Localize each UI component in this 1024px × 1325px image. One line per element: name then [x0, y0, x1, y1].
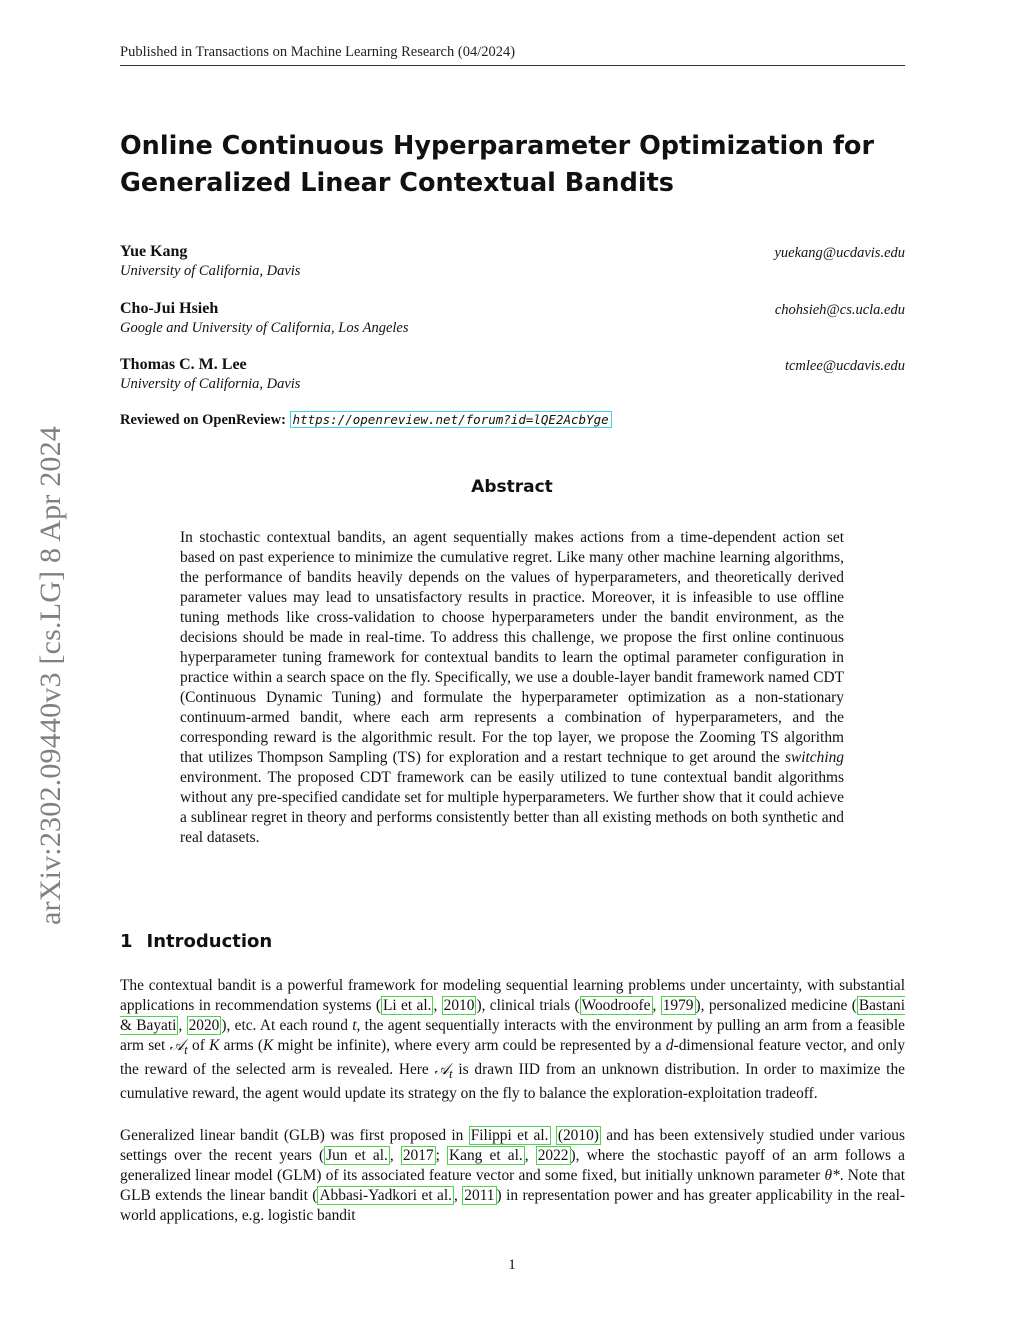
text-run: ), personalized medicine ( — [695, 997, 857, 1014]
math-subscript: t — [184, 1043, 188, 1058]
text-run: ), clinical trials ( — [476, 997, 580, 1014]
math-subscript: t — [449, 1067, 453, 1082]
intro-paragraph-2: Generalized linear bandit (GLB) was first proposed in Filippi et al. (2010) and has been extensively studied under various settings over the recent years ( Jun et al. , 2017 ; Kang et al. , 2022 ), where the stochastic payoff of an arm follows a generalized linear model (GLM) of its associated feature vector and some fixed, but initially unknown parameter θ*. Note that GLB extends the linear bandit ( Abbasi-Yadkori et al. , 2011 ) in representation power and has greater applicability in the real-world applications, e.g. logistic bandit — [120, 1127, 906, 1224]
intro-paragraph-1: The contextual bandit is a powerful framework for modeling sequential learning problems under uncertainty, with substantial applications in recommendation systems ( Li et al. , 2010 ), clinical trials ( Woodroofe , 1979 ), personalized medicine ( Bastani & Bayati , 2020 ), etc. At each round t, the agent sequentially interacts with the environment by pulling an arm from a feasible arm set 𝒜$_t$ of K arms (K might be infinite), where every arm could be represented by a d-dimensional feature vector, and only the reward of the selected arm is revealed. Here 𝒜$_t$ is drawn IID from an unknown distribution. In order to maximize the cumulative reward, the agent would update its strategy on the fly to balance the exploration-exploitation tradeoff. — [120, 977, 906, 1103]
text-run: Generalized linear bandit (GLB) was first proposed in — [120, 1127, 464, 1144]
citation-link[interactable]: Woodroofe — [581, 997, 651, 1014]
abstract-emphasis: switching — [785, 749, 844, 766]
paper-title: Online Continuous Hyperparameter Optimization for Generalized Linear Contextual Bandits — [120, 131, 875, 198]
abstract-part: environment. The proposed CDT framework can be easily utilized to tune contextual bandit algorithms without any pre-specified candidate set for multiple hyperparameters. We further show that it could achieve a sublinear regret in theory and performs consistently better than all existing methods on both synthetic and real datasets. — [180, 769, 844, 846]
abstract-part: In stochastic contextual bandits, an agent sequentially makes actions from a time-dependent action set based on past experience to minimize the cumulative regret. Like many other machine learning algorithms, the performance of bandits heavily depends on the values of hyperparameters, and theoretically derived parameter values may lead to unsatisfactory results in practice. Moreover, it is infeasible to use offline tuning methods like cross-validation to choose hyperparameters under the bandit environment, as the decisions should be made in real-time. To address this challenge, we propose the first online continuous hyperparameter tuning framework for contextual bandits to learn the optimal parameter configuration in practice within a search space on the fly. Specifically, we use a double-layer bandit framework named CDT (Continuous Dynamic Tuning) and formulate the hyperparameter optimization as a non-stationary continuum-armed bandit, where each arm represents a combination of hyperparameters, and the corresponding reward is the algorithmic result. For the top layer, we propose the Zooming TS algorithm that utilizes Thompson Sampling (TS) for exploration and a restart technique to get around the — [180, 529, 844, 766]
review-line — [120, 412, 612, 429]
citation-link[interactable]: 2022 — [537, 1147, 569, 1164]
section-heading — [120, 931, 272, 952]
abstract-heading: Abstract — [471, 477, 553, 497]
text-run: ) in representation power and has greater applicability in the real-world applications, e.g. logistic bandit — [120, 1187, 905, 1224]
citation-link[interactable]: (2010) — [557, 1127, 599, 1144]
text-run: The contextual bandit is a powerful framework for modeling sequential learning problems under uncertainty, with substantial applications in recommendation systems ( — [120, 977, 905, 1014]
text-run: . Note that GLB extends the linear bandit ( — [120, 1167, 905, 1204]
author-block — [120, 300, 905, 337]
text-run: might be infinite), where every arm could be represented by a — [277, 1037, 662, 1054]
page-number: 1 — [508, 1257, 516, 1273]
author-affiliation: Google and University of California, Los Angeles — [120, 320, 409, 336]
text-run: is drawn IID from an unknown distribution. In order to maximize the cumulative reward, the agent would update its strategy on the fly to balance the exploration-exploitation tradeoff. — [120, 1061, 905, 1103]
author-affiliation: University of California, Davis — [120, 263, 301, 279]
section-number: 1 — [120, 931, 133, 952]
math-symbol: θ* — [824, 1167, 840, 1184]
section-title: Introduction — [146, 931, 273, 952]
author-email[interactable]: yuekang@ucdavis.edu — [774, 245, 905, 261]
author-block — [120, 356, 905, 393]
citation-link[interactable]: Kang et al. — [449, 1147, 523, 1164]
abstract-text — [180, 528, 844, 848]
text-run: , the agent sequentially interacts with the environment by pulling an arm from a feasible arm set — [120, 1017, 905, 1054]
text-run: and has been extensively studied under various settings over the recent years ( — [120, 1127, 905, 1164]
citation-link[interactable]: 2020 — [188, 1017, 220, 1034]
citation-link[interactable]: Filippi et al. — [470, 1127, 549, 1144]
citation-link[interactable]: Li et al. — [383, 997, 432, 1014]
author-affiliation: University of California, Davis — [120, 376, 301, 392]
author-name: Cho-Jui Hsieh — [120, 300, 219, 317]
math-symbol: t — [352, 1017, 357, 1034]
reviewed-label: Reviewed on OpenReview: — [120, 412, 286, 428]
math-symbol: 𝒜 — [434, 1061, 450, 1079]
running-header: Published in Transactions on Machine Learning Research (04/2024) — [120, 44, 516, 60]
arxiv-stamp: arXiv:2302.09440v3 [cs.LG] 8 Apr 2024 — [34, 425, 67, 925]
author-email[interactable]: tcmlee@ucdavis.edu — [784, 358, 905, 374]
text-run: arms ( — [223, 1037, 263, 1054]
citation-link[interactable]: 1979 — [662, 997, 694, 1014]
math-symbol: K — [209, 1037, 220, 1054]
math-symbol: d — [665, 1037, 674, 1054]
openreview-link[interactable]: https://openreview.net/forum?id=lQE2AcbYge — [290, 411, 612, 428]
math-symbol: K — [262, 1037, 274, 1054]
text-run: ), where the stochastic payoff of an arm follows a generalized linear model (GLM) of its associated feature vector and some fixed, but initially unknown parameter — [120, 1147, 906, 1184]
text-run: ), etc. At each round — [221, 1017, 348, 1034]
citation-link[interactable]: Jun et al. — [326, 1147, 388, 1164]
citation-link[interactable]: Abbasi-Yadkori et al. — [319, 1187, 452, 1204]
text-run: -dimensional feature vector, and only the reward of the selected arm is revealed. Here — [120, 1037, 906, 1079]
author-block — [120, 243, 905, 280]
author-name: Yue Kang — [120, 243, 188, 260]
author-name: Thomas C. M. Lee — [120, 356, 247, 373]
text-run: of — [192, 1037, 205, 1054]
header-rule — [120, 65, 905, 66]
math-symbol: 𝒜 — [169, 1037, 185, 1054]
citation-link[interactable]: 2010 — [443, 997, 475, 1014]
citation-link[interactable]: 2011 — [464, 1187, 495, 1204]
citation-link[interactable]: Bastani & Bayati — [120, 997, 905, 1034]
author-email[interactable]: chohsieh@cs.ucla.edu — [774, 302, 905, 318]
citation-link[interactable]: 2017 — [402, 1147, 434, 1164]
